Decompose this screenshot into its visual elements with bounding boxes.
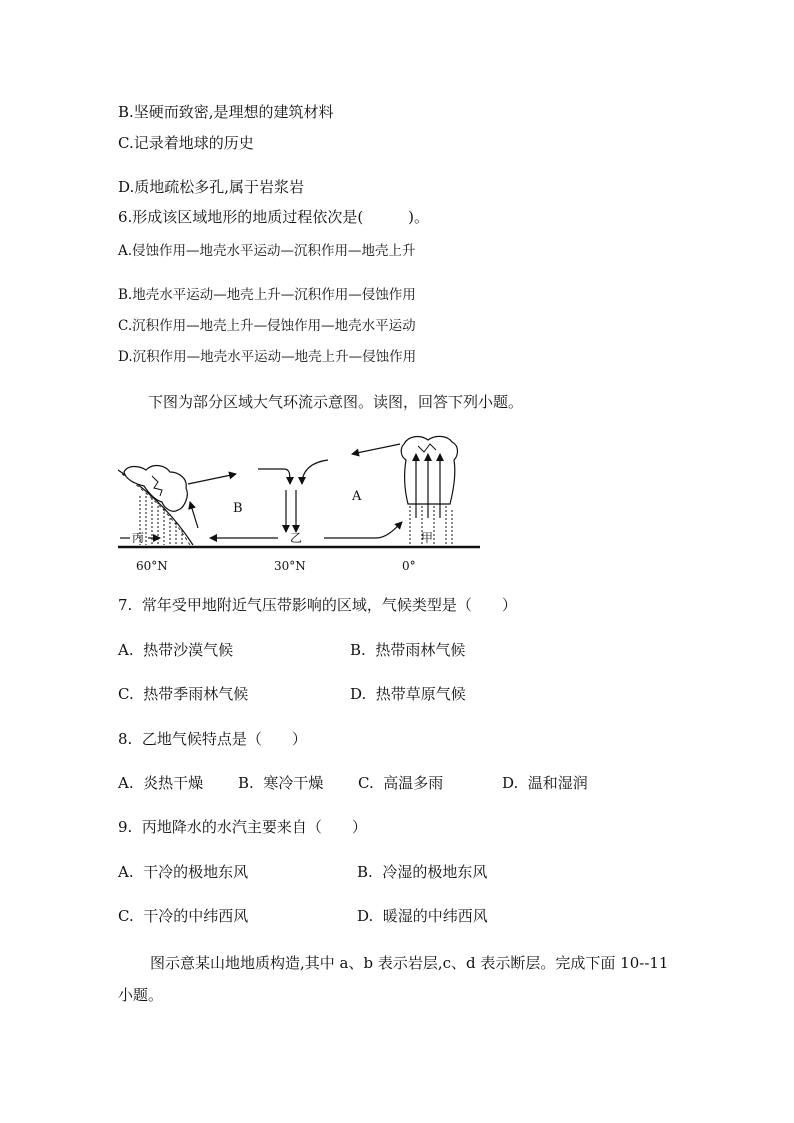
q6-stem: 6.形成该区域地形的地质过程依次是( )。 — [118, 208, 430, 226]
q8-option-a: A. 炎热干燥 — [118, 774, 204, 792]
intro-geology-line1: 图示意某山地地质构造,其中 a、b 表示岩层,c、d 表示断层。完成下面 10--11 — [150, 954, 669, 972]
intro-geology-line2: 小题。 — [118, 986, 164, 1004]
q7-stem: 7. 常年受甲地附近气压带影响的区域，气候类型是（ ） — [118, 596, 517, 614]
arrow-upper-b — [188, 474, 236, 484]
latitude-30n: 30°N — [274, 559, 306, 573]
arrow-rise-b — [190, 502, 198, 528]
q9-option-b: B. 冷湿的极地东风 — [357, 863, 488, 881]
q9-option-d: D. 暖湿的中纬西风 — [357, 907, 488, 925]
latitude-0: 0° — [402, 559, 416, 573]
q8-option-b: B. 寒冷干燥 — [238, 774, 324, 792]
label-yi: 乙 — [290, 531, 303, 545]
intro-circulation: 下图为部分区域大气环流示意图。读图，回答下列小题。 — [148, 393, 524, 411]
q6-option-b: B.地壳水平运动—地壳上升—沉积作用—侵蚀作用 — [118, 287, 416, 303]
q6-option-d: D.沉积作用—地壳水平运动—地壳上升—侵蚀作用 — [118, 349, 417, 365]
q5-option-b: B.坚硬而致密,是理想的建筑材料 — [118, 103, 334, 121]
label-bing: 丙 — [132, 531, 145, 545]
q7-option-d: D. 热带草原气候 — [350, 685, 466, 703]
arrow-upper-a — [352, 444, 400, 454]
q6-option-c: C.沉积作用—地壳上升—侵蚀作用—地壳水平运动 — [118, 318, 416, 334]
q9-option-a: A. 干冷的极地东风 — [118, 863, 249, 881]
q6-option-a: A.侵蚀作用—地壳水平运动—沉积作用—地壳上升 — [118, 243, 416, 259]
q7-option-b: B. 热带雨林气候 — [350, 641, 466, 659]
arrow-turn-down-b — [284, 469, 290, 484]
q8-option-d: D. 温和湿润 — [502, 774, 588, 792]
q9-option-c: C. 干冷的中纬西风 — [118, 907, 249, 925]
arrow-turn-down-a — [302, 460, 328, 484]
label-jia: 甲 — [421, 531, 434, 545]
cloud-jia — [401, 436, 457, 504]
q9-stem: 9. 丙地降水的水汽主要来自（ ） — [118, 818, 367, 836]
q8-option-c: C. 高温多雨 — [358, 774, 444, 792]
arrow-surface-a — [324, 522, 402, 538]
atmospheric-circulation-diagram — [118, 432, 488, 577]
q8-stem: 8. 乙地气候特点是（ ） — [118, 730, 307, 748]
q7-option-c: C. 热带季雨林气候 — [118, 685, 249, 703]
q7-option-a: A. 热带沙漠气候 — [118, 641, 234, 659]
label-b: B — [233, 501, 243, 516]
q5-option-d: D.质地疏松多孔,属于岩浆岩 — [118, 178, 305, 196]
q5-option-c: C.记录着地球的历史 — [118, 134, 254, 152]
latitude-60n: 60°N — [136, 559, 168, 573]
label-a: A — [352, 489, 362, 504]
